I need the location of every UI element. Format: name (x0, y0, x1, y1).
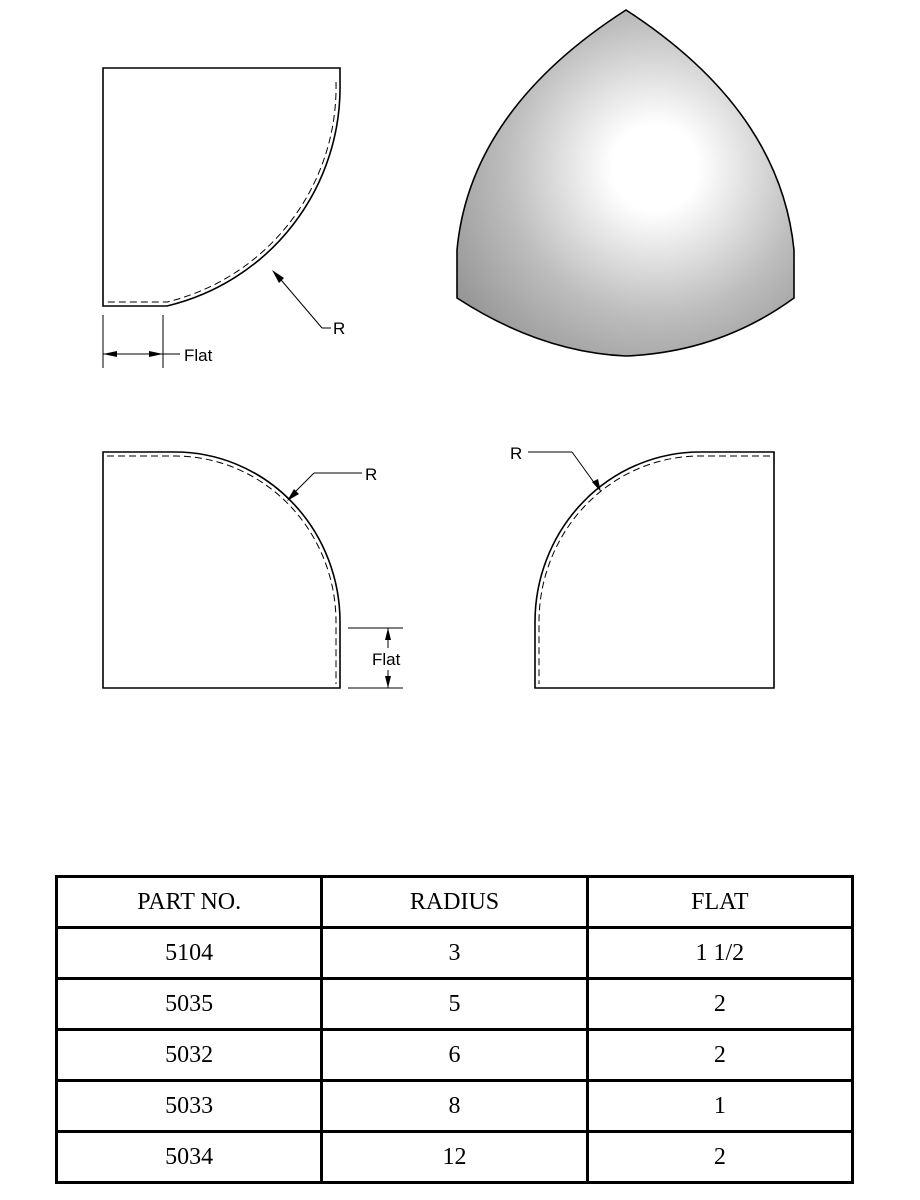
table-header-row (57, 877, 853, 928)
header-radius: RADIUS (322, 877, 587, 928)
cell-radius: 12 (322, 1132, 587, 1183)
table-row (57, 1081, 853, 1132)
top-view-outline (103, 68, 340, 306)
flat-arrowhead-right (149, 351, 163, 357)
front-view (103, 452, 410, 688)
cell-radius: 8 (322, 1081, 587, 1132)
side-view-outline (535, 452, 774, 688)
header-part-no: PART NO. (57, 877, 322, 928)
side-view-hidden-edge (539, 456, 770, 684)
header-flat: FLAT (587, 877, 852, 928)
table-row (57, 1132, 853, 1183)
front-view-outline (103, 452, 340, 688)
top-view-hidden-edge (107, 82, 336, 302)
flat-arrowhead-left (103, 351, 117, 357)
radius-leader-top (276, 274, 322, 328)
cell-flat: 1 (587, 1081, 852, 1132)
flat-label-top: Flat (184, 346, 213, 365)
cell-part-no: 5035 (57, 979, 322, 1030)
cell-flat: 2 (587, 1030, 852, 1081)
radius-label-top: R (333, 319, 346, 338)
table-row (57, 1030, 853, 1081)
cell-radius: 6 (322, 1030, 587, 1081)
cell-radius: 3 (322, 928, 587, 979)
flat-label-side: Flat (372, 650, 401, 669)
isometric-view (457, 10, 794, 356)
cell-part-no: 5032 (57, 1030, 322, 1081)
shaded-corner-shape (457, 10, 794, 356)
front-view-hidden-edge (107, 456, 336, 684)
cell-radius: 5 (322, 979, 587, 1030)
part-spec-table (55, 875, 854, 1184)
radius-label-front: R (365, 465, 378, 484)
radius-label-side: R (510, 444, 523, 463)
cell-flat: 1 1/2 (587, 928, 852, 979)
flat-arrowhead-down (385, 676, 391, 688)
table-row (57, 979, 853, 1030)
side-view (510, 444, 774, 688)
top-view (103, 68, 345, 368)
radius-arrowhead-front (287, 489, 299, 501)
cell-part-no: 5104 (57, 928, 322, 979)
cell-part-no: 5034 (57, 1132, 322, 1183)
cell-part-no: 5033 (57, 1081, 322, 1132)
flat-arrowhead-up (385, 628, 391, 640)
table-row (57, 928, 853, 979)
cell-flat: 2 (587, 1132, 852, 1183)
cell-flat: 2 (587, 979, 852, 1030)
